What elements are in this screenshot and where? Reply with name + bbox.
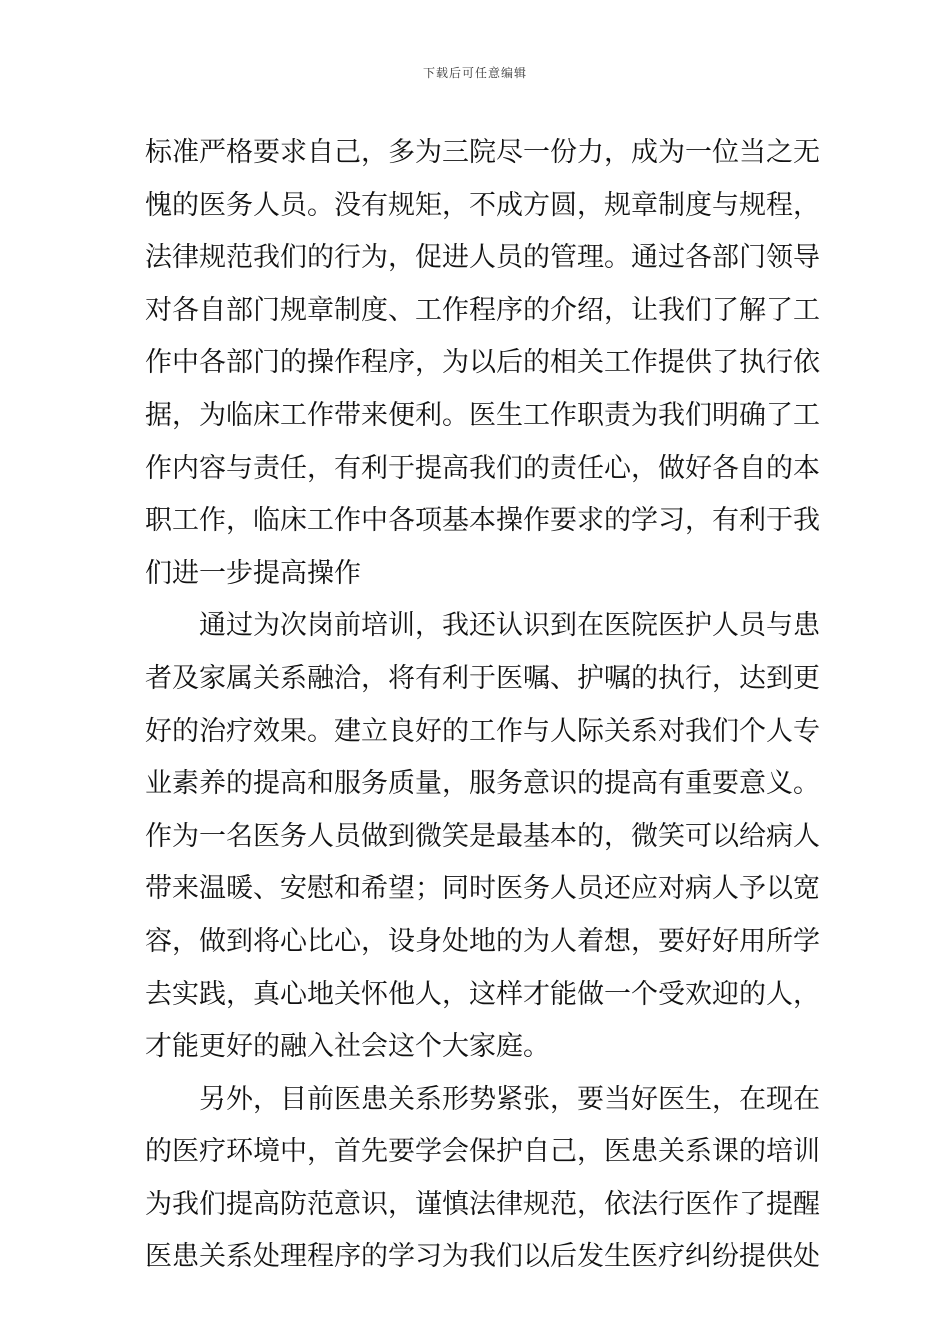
text-line: 作内容与责任，有利于提高我们的责任心，做好各自的本	[145, 452, 820, 484]
text-line: 职工作，临床工作中各项基本操作要求的学习，有利于我	[145, 505, 820, 537]
text-line: 愧的医务人员。没有规矩，不成方圆，规章制度与规程，	[145, 189, 820, 221]
text-line: 法律规范我们的行为，促进人员的管理。通过各部门领导	[145, 242, 820, 274]
text-line: 容，做到将心比心，设身处地的为人着想，要好好用所学	[145, 925, 820, 957]
text-line: 去实践，真心地关怀他人，这样才能做一个受欢迎的人，	[145, 978, 820, 1010]
text-line: 据，为临床工作带来便利。医生工作职责为我们明确了工	[145, 399, 820, 431]
text-line: 通过为次岗前培训，我还认识到在医院医护人员与患	[199, 610, 820, 642]
text-line: 们进一步提高操作	[145, 557, 361, 589]
text-line: 对各自部门规章制度、工作程序的介绍，让我们了解了工	[145, 294, 820, 326]
text-line: 另外，目前医患关系形势紧张，要当好医生，在现在	[199, 1083, 820, 1115]
text-line: 标准严格要求自己，多为三院尽一份力，成为一位当之无	[145, 137, 820, 168]
text-line: 作中各部门的操作程序，为以后的相关工作提供了执行依	[145, 347, 820, 379]
text-line: 作为一名医务人员做到微笑是最基本的，微笑可以给病人	[145, 820, 820, 852]
text-line: 医患关系处理程序的学习为我们以后发生医疗纠纷提供处	[145, 1241, 820, 1273]
header-note: 下载后可任意编辑	[422, 66, 527, 80]
text-line: 为我们提高防范意识，谨慎法律规范，依法行医作了提醒	[145, 1188, 820, 1220]
text-line: 者及家属关系融洽，将有利于医嘱、护嘱的执行，达到更	[145, 662, 820, 694]
text-line: 好的治疗效果。建立良好的工作与人际关系对我们个人专	[145, 715, 820, 747]
document-body	[145, 127, 820, 1284]
text-line: 业素养的提高和服务质量，服务意识的提高有重要意义。	[145, 768, 820, 800]
text-line: 才能更好的融入社会这个大家庭。	[145, 1031, 550, 1063]
text-line: 带来温暖、安慰和希望；同时医务人员还应对病人予以宽	[145, 873, 820, 905]
text-line: 的医疗环境中，首先要学会保护自己，医患关系课的培训	[145, 1136, 820, 1168]
